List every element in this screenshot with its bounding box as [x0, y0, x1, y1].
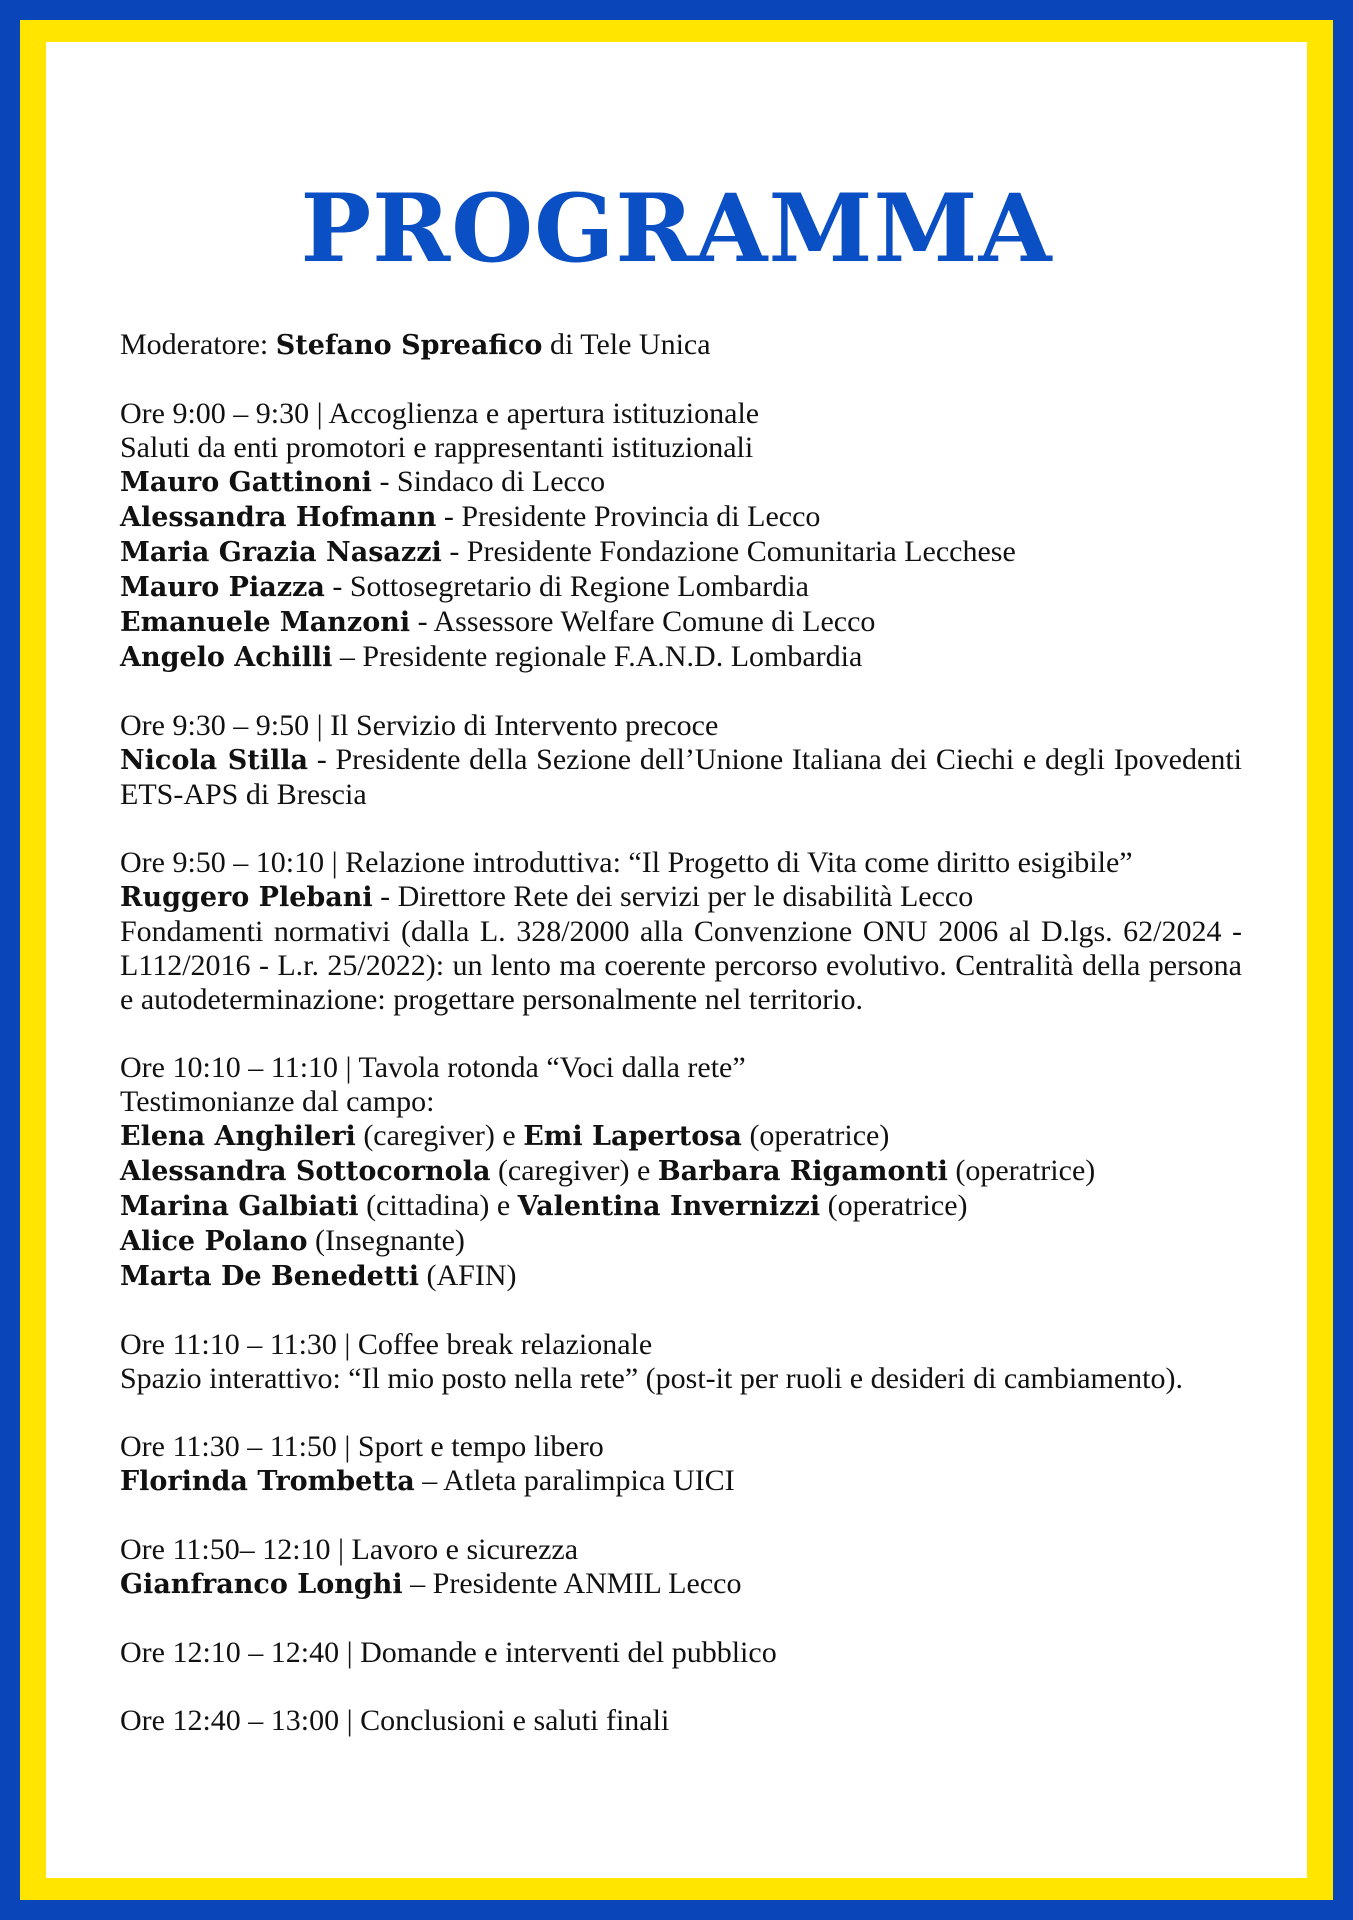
- speaker-role: (cittadina) e: [358, 1189, 518, 1222]
- speaker-role: - Sottosegretario di Regione Lombardia: [324, 570, 809, 603]
- speaker-line: [120, 570, 1242, 605]
- session-8: [120, 1636, 1242, 1670]
- speaker-name: Elena Anghileri: [120, 1121, 356, 1152]
- speaker-name: Marina Galbiati: [120, 1191, 359, 1222]
- speaker-name: Alessandra Sottocornola: [120, 1156, 491, 1187]
- speaker-line: [120, 465, 1242, 500]
- speaker-name: Barbara Rigamonti: [657, 1156, 948, 1187]
- session-5: [120, 1328, 1242, 1396]
- speaker-role: - Presidente Fondazione Comunitaria Lecchese: [441, 535, 1016, 568]
- speaker-role: – Atleta paralimpica UICI: [414, 1464, 735, 1497]
- speaker-role: (Insegnante): [307, 1224, 465, 1257]
- speaker-role: – Presidente ANMIL Lecco: [402, 1567, 742, 1600]
- speaker-name: Mauro Piazza: [120, 572, 325, 603]
- speaker-name: Emanuele Manzoni: [120, 607, 411, 638]
- speaker-line: [120, 1464, 1242, 1499]
- speaker-name: Florinda Trombetta: [120, 1466, 415, 1497]
- speaker-line: [120, 1259, 1242, 1294]
- speaker-line: [120, 500, 1242, 535]
- session-3-text: Fondamenti normativi (dalla L. 328/2000 alla Convenzione ONU 2006 al D.lgs. 62/2024 - L112/2016 - L.r. 25/2022): un lento ma coerente percorso evolutivo. Centralità della persona e autodeterminazione: progettare personalmente nel territorio.: [120, 915, 1242, 1016]
- testimony-line: [120, 1189, 1242, 1224]
- speaker-role: (caregiver) e: [490, 1154, 658, 1187]
- speaker-name: Gianfranco Longhi: [120, 1569, 403, 1600]
- session-4-time: Ore 10:10 – 11:10 | Tavola rotonda “Voci dalla rete”: [120, 1051, 746, 1084]
- speaker-name: Nicola Stilla: [120, 745, 308, 776]
- program-content: [120, 328, 1242, 1772]
- session-3: [120, 846, 1242, 1017]
- session-1: [120, 397, 1242, 675]
- session-1-time: Ore 9:00 – 9:30 | Accoglienza e apertura istituzionale: [120, 397, 760, 430]
- session-2-time: Ore 9:30 – 9:50 | Il Servizio di Intervento precoce: [120, 709, 719, 742]
- speaker-name: Maria Grazia Nasazzi: [120, 537, 442, 568]
- session-2: [120, 709, 1242, 812]
- speaker-line: [120, 535, 1242, 570]
- speaker-role: (AFIN): [419, 1259, 517, 1292]
- speaker-name: Ruggero Plebani: [120, 882, 373, 913]
- moderator-line: [120, 328, 1242, 363]
- speaker-role: (operatrice): [820, 1189, 968, 1222]
- speaker-name: Valentina Invernizzi: [517, 1191, 821, 1222]
- moderator-name: Stefano Spreafico: [275, 330, 543, 361]
- moderator-suffix: di Tele Unica: [549, 328, 711, 361]
- speaker-name: Mauro Gattinoni: [120, 467, 372, 498]
- speaker-role: – Presidente regionale F.A.N.D. Lombardia: [332, 640, 863, 673]
- page-title: PROGRAMMA: [300, 174, 1053, 284]
- speaker-role: - Presidente Provincia di Lecco: [436, 500, 821, 533]
- speaker-line: [120, 605, 1242, 640]
- speaker-role: - Sindaco di Lecco: [371, 465, 606, 498]
- speaker-role: - Assessore Welfare Comune di Lecco: [410, 605, 876, 638]
- speaker-role: (operatrice): [741, 1119, 890, 1152]
- testimony-line: [120, 1119, 1242, 1154]
- speaker-role: - Presidente della Sezione dell’Unione Italiana dei Ciechi e degli Ipovedenti ETS-APS di Brescia: [120, 743, 1242, 811]
- program-sheet: [46, 42, 1307, 1878]
- session-7-time: Ore 11:50– 12:10 | Lavoro e sicurezza: [120, 1533, 579, 1566]
- session-3-time: Ore 9:50 – 10:10 | Relazione introduttiva: “Il Progetto di Vita come diritto esigibile”: [120, 846, 1133, 879]
- session-8-time: Ore 12:10 – 12:40 | Domande e interventi del pubblico: [120, 1636, 777, 1669]
- session-9-time: Ore 12:40 – 13:00 | Conclusioni e saluti finali: [120, 1704, 670, 1737]
- session-6-time: Ore 11:30 – 11:50 | Sport e tempo libero: [120, 1430, 604, 1463]
- speaker-role: (operatrice): [947, 1154, 1096, 1187]
- session-7: [120, 1533, 1242, 1602]
- speaker-line: [120, 743, 1242, 812]
- session-5-text: Spazio interattivo: “Il mio posto nella rete” (post-it per ruoli e desideri di cambiamento).: [120, 1362, 1184, 1395]
- speaker-name: Marta De Benedetti: [120, 1261, 420, 1292]
- speaker-line: [120, 640, 1242, 675]
- session-4: [120, 1051, 1242, 1294]
- testimony-line: [120, 1154, 1242, 1189]
- session-5-time: Ore 11:10 – 11:30 | Coffee break relazionale: [120, 1328, 653, 1361]
- session-6: [120, 1430, 1242, 1499]
- speaker-name: Angelo Achilli: [120, 642, 333, 673]
- speaker-name: Emi Lapertosa: [523, 1121, 742, 1152]
- speaker-line: [120, 1567, 1242, 1602]
- session-4-desc: Testimonianze dal campo:: [120, 1085, 435, 1118]
- speaker-role: - Direttore Rete dei servizi per le disabilità Lecco: [372, 880, 974, 913]
- speaker-name: Alessandra Hofmann: [120, 502, 437, 533]
- session-9: [120, 1704, 1242, 1738]
- moderator-label: Moderatore:: [120, 328, 269, 361]
- speaker-line: [120, 880, 1242, 915]
- speaker-role: (caregiver) e: [355, 1119, 524, 1152]
- speaker-line: [120, 1224, 1242, 1259]
- speaker-name: Alice Polano: [120, 1226, 308, 1257]
- session-1-desc: Saluti da enti promotori e rappresentanti istituzionali: [120, 431, 754, 464]
